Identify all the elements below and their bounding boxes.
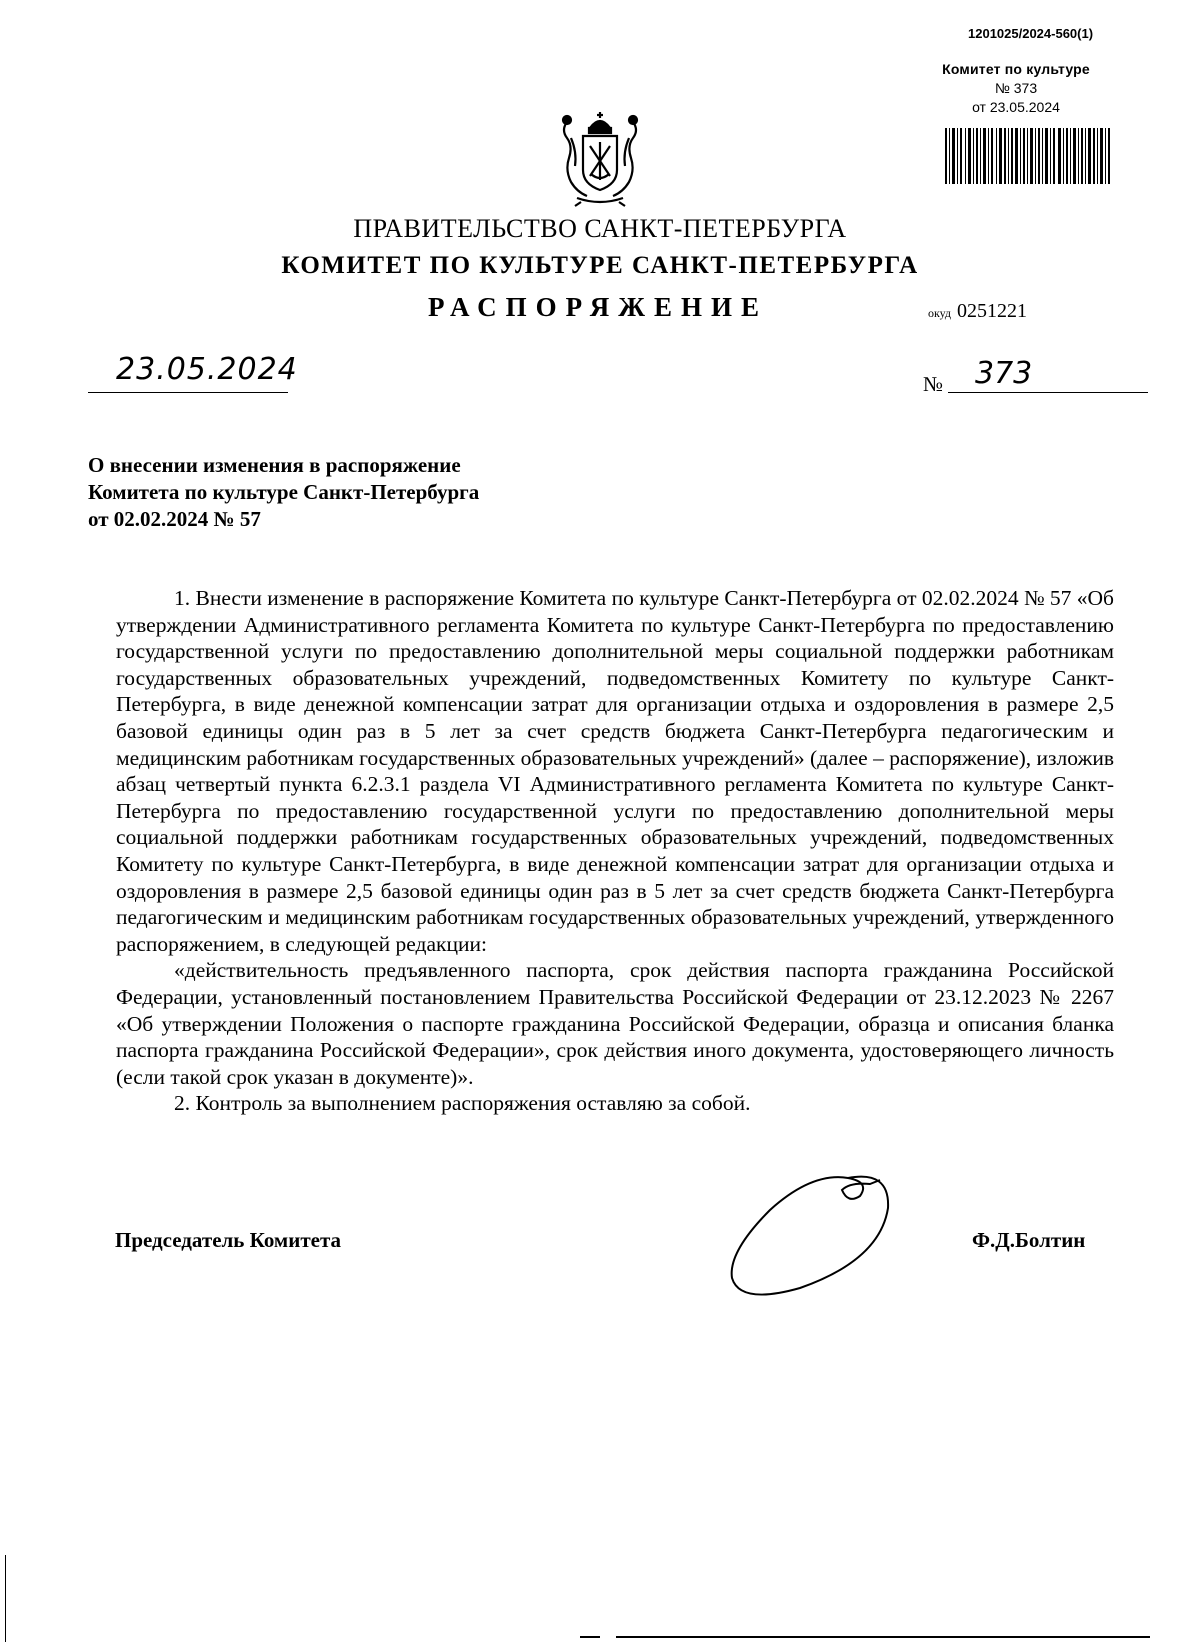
stamp-date: от 23.05.2024 [972,99,1060,115]
number-underline [948,392,1148,393]
coat-of-arms-icon [557,108,643,208]
scan-edge-mark [5,1555,6,1642]
subject-line: от 02.02.2024 № 57 [88,507,261,531]
stamp-organization: Комитет по культуре [942,61,1090,77]
stamp-number: № 373 [994,80,1038,96]
signatory-title: Председатель Комитета [115,1228,342,1252]
okud-code: 0251221 [957,300,1028,322]
document-subject [88,452,479,533]
okud-code-block [928,300,1027,323]
body-paragraph-1: 1. Внести изменение в распоряжение Комитета по культуре Санкт-Петербурга от 02.02.2024 № 57 «Об утверждении Административного регламента Комитета по культуре Санкт-Петербурга по предоставлению государственной услуги по предоставлению дополнительной меры социальной поддержки работникам государственных образовательных учреждений, подведомственных Комитету по культуре Санкт-Петербурга, в виде денежной компенсации затрат для организации отдыха и оздоровления в размере 2,5 базовой единицы один раз в 5 лет за счет средств бюджета Санкт-Петербурга педагогическим и медицинским работникам государственных образовательных учреждений» (далее – распоряжение), изложив абзац четвертый пункта 6.2.3.1 раздела VI Административного регламента Комитета по культуре Санкт-Петербурга по предоставлению государственной услуги по предоставлению дополнительной меры социальной поддержки работникам государственных образовательных учреждений, подведомственных Комитету по культуре Санкт-Петербурга, в виде денежной компенсации затрат для организации отдыха и оздоровления в размере 2,5 базовой единицы один раз в 5 лет за счет средств бюджета Санкт-Петербурга педагогическим и медицинским работникам государственных образовательных учреждений, утвержденного распоряжением, в следующей редакции: [116,586,1114,956]
body-paragraph-2: 2. Контроль за выполнением распоряжения оставляю за собой. [174,1091,751,1116]
scan-edge-mark [616,1636,1150,1638]
order-date-handwritten: 23.05.2024 [116,352,298,387]
document-type: РАСПОРЯЖЕНИЕ [427,292,769,322]
subject-line: Комитета по культуре Санкт-Петербурга [88,480,480,504]
registration-number: 1201025/2024-560(1) [968,26,1094,41]
order-number-handwritten: 373 [975,356,1033,391]
signatory-name: Ф.Д.Болтин [972,1228,1086,1252]
okud-label: окуд [928,306,952,320]
order-number-label: № [923,372,944,396]
barcode [945,128,1110,184]
registration-stamp [930,60,1102,117]
government-title: ПРАВИТЕЛЬСТВО САНКТ-ПЕТЕРБУРГА [353,214,847,243]
subject-line: О внесении изменения в распоряжение [88,453,461,477]
document-body [116,585,1114,1117]
date-underline [88,392,288,393]
scan-edge-mark [580,1636,600,1638]
handwritten-signature [720,1160,920,1310]
committee-title: КОМИТЕТ ПО КУЛЬТУРЕ САНКТ-ПЕТЕРБУРГА [281,252,919,279]
body-paragraph-quote: «действительность предъявленного паспорта, срок действия паспорта гражданина Российской Федерации, установленный постановлением Правительства Российской Федерации от 23.12.2023 № 2267 «Об утверждении Положения о паспорте гражданина Российской Федерации, образца и описания бланка паспорта гражданина Российской Федерации», срок действия иного документа, удостоверяющего личность (если такой срок указан в документе)». [116,958,1114,1089]
